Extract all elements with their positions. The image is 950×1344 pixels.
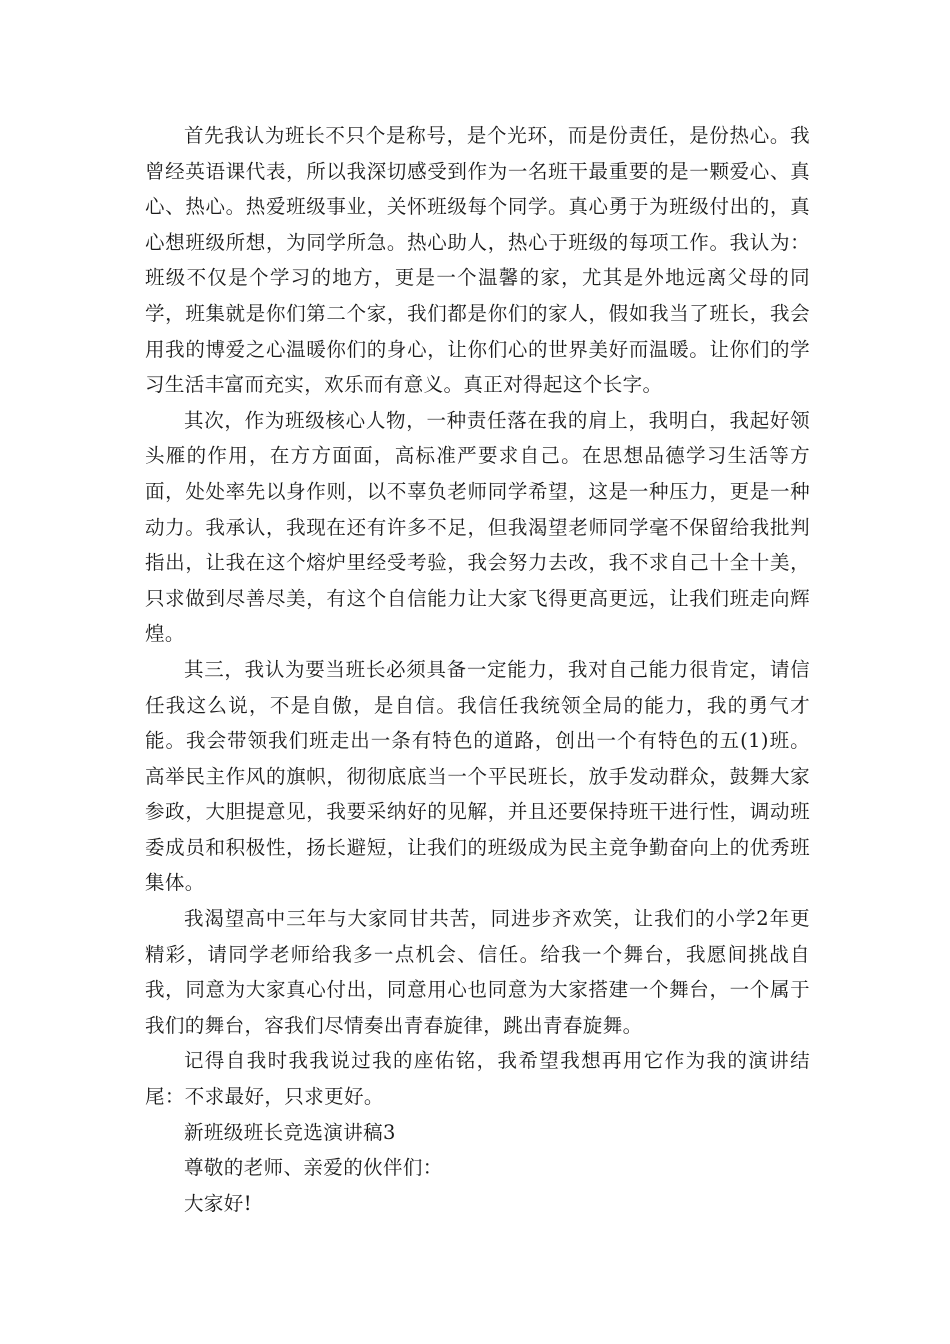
paragraph-3: 其三，我认为要当班长必须具备一定能力，我对自己能力很肯定，请信任我这么说，不是自傲，是自信。我信任我统领全局的能力，我的勇气才能。我会带领我们班走出一条有特色的道路，创出一个有特色的五(1)班。高举民主作风的旗帜，彻彻底底当一个平民班长，放手发动群众，鼓舞大家参政，大胆提意见，我要采纳好的见解，并且还要保持班干进行性，调动班委成员和积极性，扬长避短，让我们的班级成为民主竞争勤奋向上的优秀班集体。 — [145, 657, 810, 895]
paragraph-1: 首先我认为班长不只个是称号，是个光环，而是份责任，是份热心。我曾经英语课代表，所以我深切感受到作为一名班干最重要的是一颗爱心、真心、热心。热爱班级事业，关怀班级每个同学。真心勇于为班级付出的，真心想班级所想，为同学所急。热心助人，热心于班级的每项工作。我认为：班级不仅是个学习的地方，更是一个温馨的家，尤其是外地远离父母的同学，班集就是你们第二个家，我们都是你们的家人，假如我当了班长，我会用我的博爱之心温暖你们的身心，让你们心的世界美好而温暖。让你们的学习生活丰富而充实，欢乐而有意义。真正对得起这个长字。 — [145, 124, 810, 397]
paragraph-2: 其次，作为班级核心人物，一种责任落在我的肩上，我明白，我起好领头雁的作用，在方方面面，高标准严要求自己。在思想品德学习生活等方面，处处率先以身作则，以不辜负老师同学希望，这是一种压力，更是一种动力。我承认，我现在还有许多不足，但我渴望老师同学毫不保留给我批判指出，让我在这个熔炉里经受考验，我会努力去改，我不求自己十全十美，只求做到尽善尽美，有这个自信能力让大家飞得更高更远，让我们班走向辉煌。 — [145, 408, 810, 646]
section-title: 新班级班长竞选演讲稿3 — [184, 1120, 396, 1144]
paragraph-4: 我渴望高中三年与大家同甘共苦，同进步齐欢笑，让我们的小学2年更精彩，请同学老师给我多一点机会、信任。给我一个舞台，我愿间挑战自我，同意为大家真心付出，同意用心也同意为大家搭建一个舞台，一个属于我们的舞台，容我们尽情奏出青春旋律，跳出青春旋舞。 — [145, 907, 810, 1037]
salutation: 尊敬的老师、亲爱的伙伴们： — [184, 1156, 443, 1180]
paragraph-5: 记得自我时我我说过我的座佑铭，我希望我想再用它作为我的演讲结尾：不求最好，只求更好。 — [145, 1049, 810, 1109]
document-body — [145, 118, 810, 1221]
greeting: 大家好! — [184, 1191, 252, 1215]
